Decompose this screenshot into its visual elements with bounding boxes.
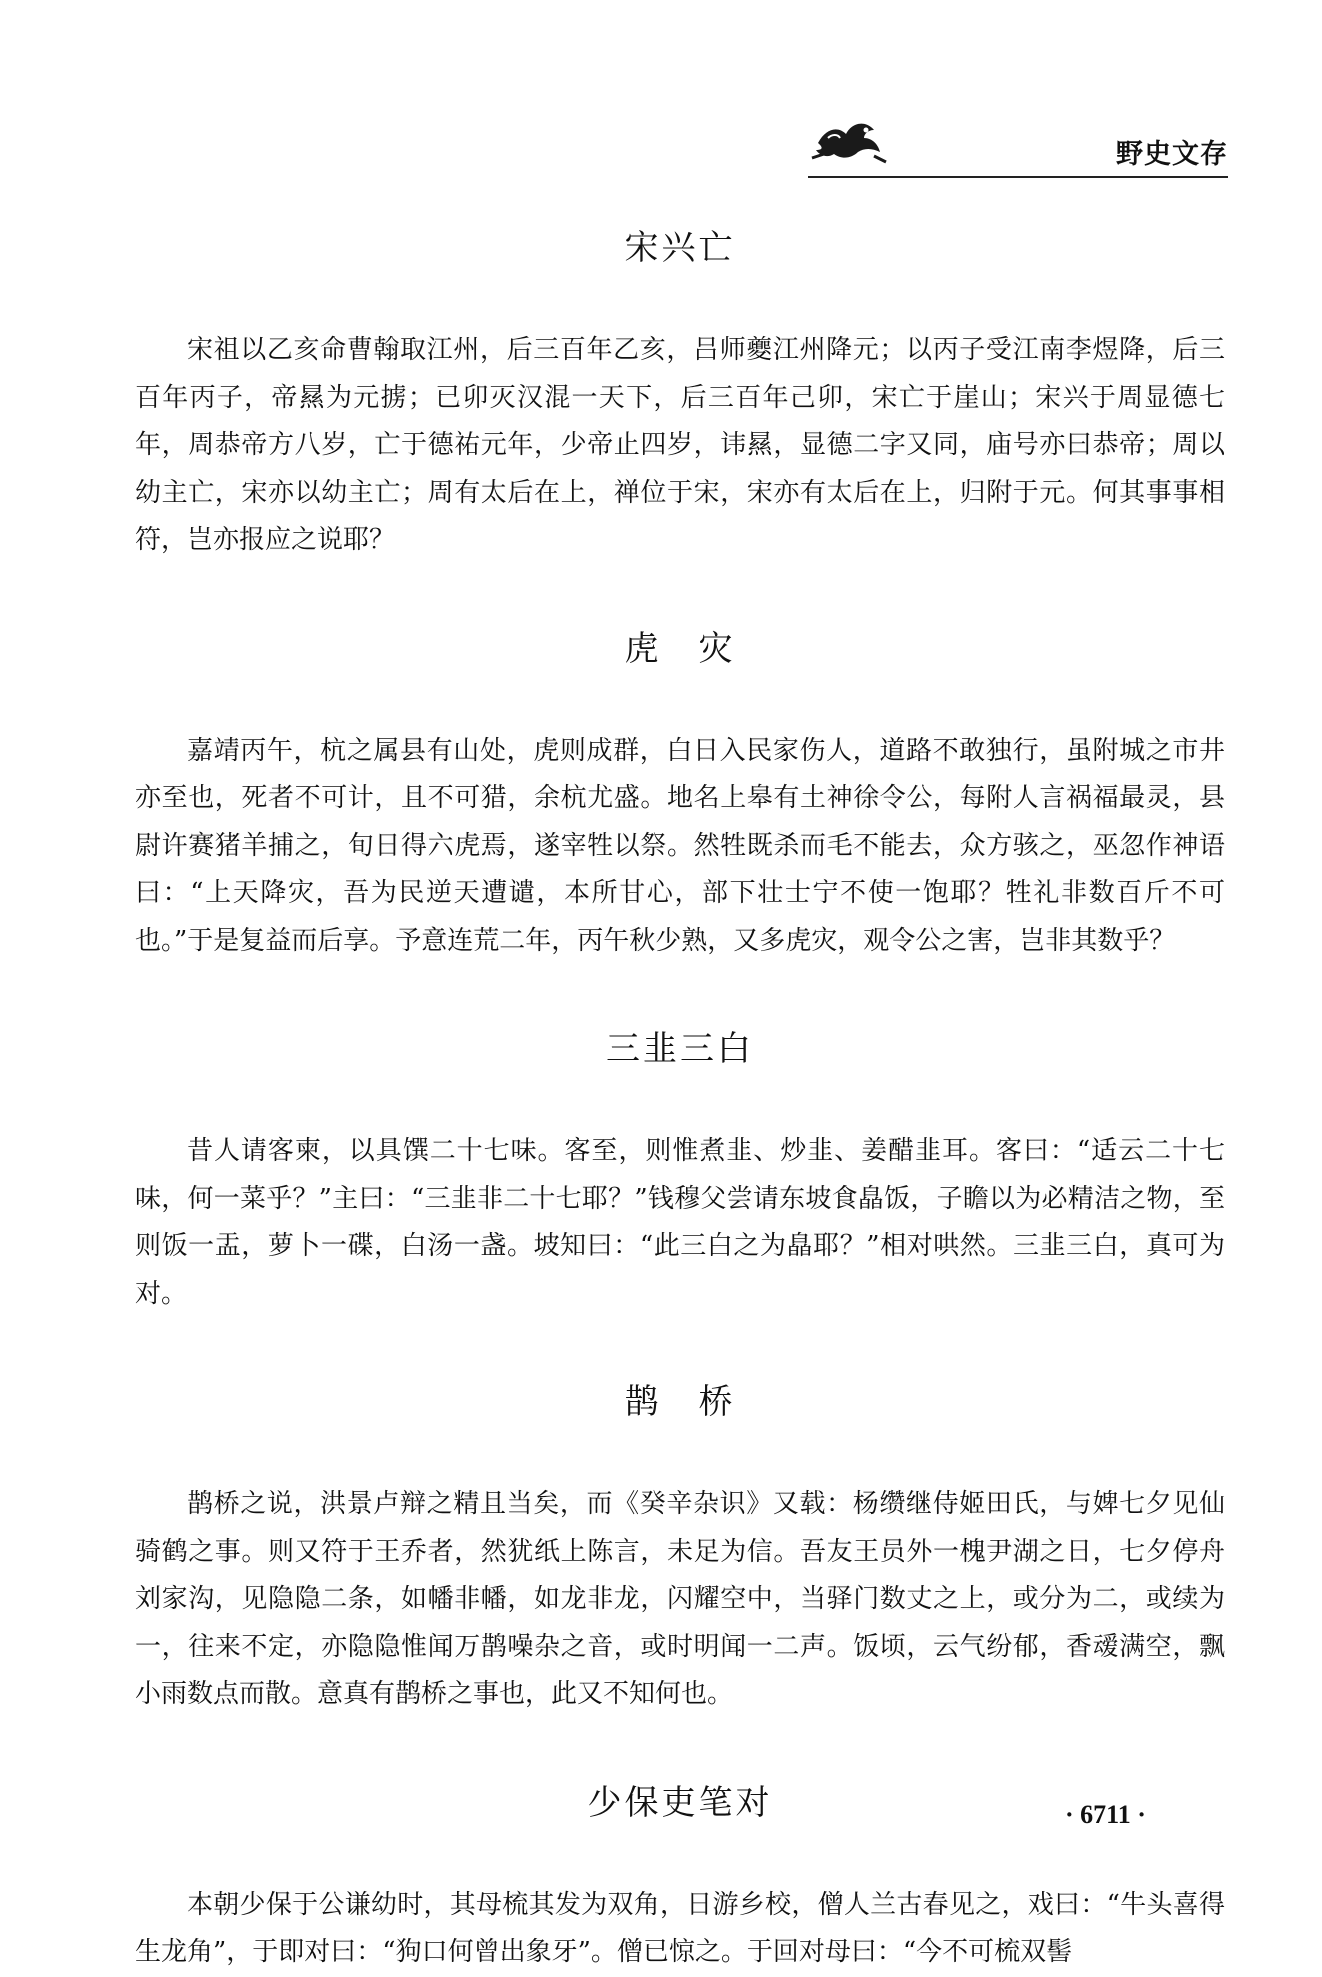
page-body bbox=[135, 220, 1225, 1977]
page-number: · 6711 · bbox=[1065, 1800, 1146, 1829]
section-paragraph: 宋祖以乙亥命曹翰取江州，后三百年乙亥，吕师夔江州降元；以丙子受江南李煜降，后三百年丙子，帝㬎为元掳；已卯灭汉混一天下，后三百年己卯，宋亡于崖山；宋兴于周显德七年，周恭帝方八岁，亡于德祐元年，少帝止四岁，讳㬎，显德二字又同，庙号亦曰恭帝；周以幼主亡，宋亦以幼主亡；周有太后在上，禅位于宋，宋亦有太后在上，归附于元。何其事事相符，岂亦报应之说耶？ bbox=[135, 335, 1225, 555]
header-rule bbox=[808, 176, 1228, 178]
section-paragraph: 鹊桥之说，洪景卢辩之精且当矣，而《癸辛杂识》又载：杨缵继侍姬田氏，与婢七夕见仙骑鹤之事。则又符于王乔者，然犹纸上陈言，未足为信。吾友王员外一槐尹湖之日，七夕停舟刘家沟，见隐隐二条，如幡非幡，如龙非龙，闪耀空中，当驿门数丈之上，或分为二，或续为一，往来不定，亦隐隐惟闻万鹊噪杂之音，或时明闻一二声。饭顷，云气纷郁，香叆满空，飘小雨数点而散。意真有鹊桥之事也，此又不知何也。 bbox=[135, 1489, 1225, 1709]
section-title: 虎 灾 bbox=[624, 628, 736, 669]
section-title: 三韭三白 bbox=[606, 1029, 754, 1069]
section-paragraph: 嘉靖丙午，杭之属县有山处，虎则成群，白日入民家伤人，道路不敢独行，虽附城之市井亦至也，死者不可计，且不可猎，余杭尤盛。地名上皋有土神徐令公，每附人言祸福最灵，县尉许赛猪羊捕之，旬日得六虎焉，遂宰牲以祭。然牲既杀而毛不能去，众方骇之，巫忽作神语曰：“上天降灾，吾为民逆天遭谴，本所甘心，部下壮士宁不使一饱耶？牲礼非数百斤不可也。”于是复益而后享。予意连荒二年，丙午秋少熟，又多虎灾，观令公之害，岂非其数乎？ bbox=[135, 735, 1225, 956]
section-paragraph: 本朝少保于公谦幼时，其母梳其发为双角，日游乡校，僧人兰古春见之，戏曰：“牛头喜得生龙角”，于即对曰：“狗口何曾出象牙”。僧已惊之。于回对母曰：“今不可梳双髻 bbox=[135, 1889, 1225, 1967]
section-title: 宋兴亡 bbox=[624, 228, 736, 268]
section-title: 鹊 桥 bbox=[624, 1382, 736, 1422]
series-title: 野史文存 bbox=[1116, 139, 1228, 170]
section-title: 少保吏笔对 bbox=[587, 1782, 773, 1823]
running-header bbox=[808, 108, 1228, 178]
section-paragraph: 昔人请客柬，以具馔二十七味。客至，则惟煮韭、炒韭、姜醋韭耳。客曰：“适云二十七味，何一菜乎？”主曰：“三韭非二十七耶？”钱穆父尝请东坡食皛饭，子瞻以为必精洁之物，至则饭一盂，萝卜一碟，白汤一盏。坡知曰：“此三白之为皛耶？”相对哄然。三韭三白，真可为对。 bbox=[135, 1136, 1225, 1309]
dragon-emblem-icon bbox=[808, 108, 888, 168]
